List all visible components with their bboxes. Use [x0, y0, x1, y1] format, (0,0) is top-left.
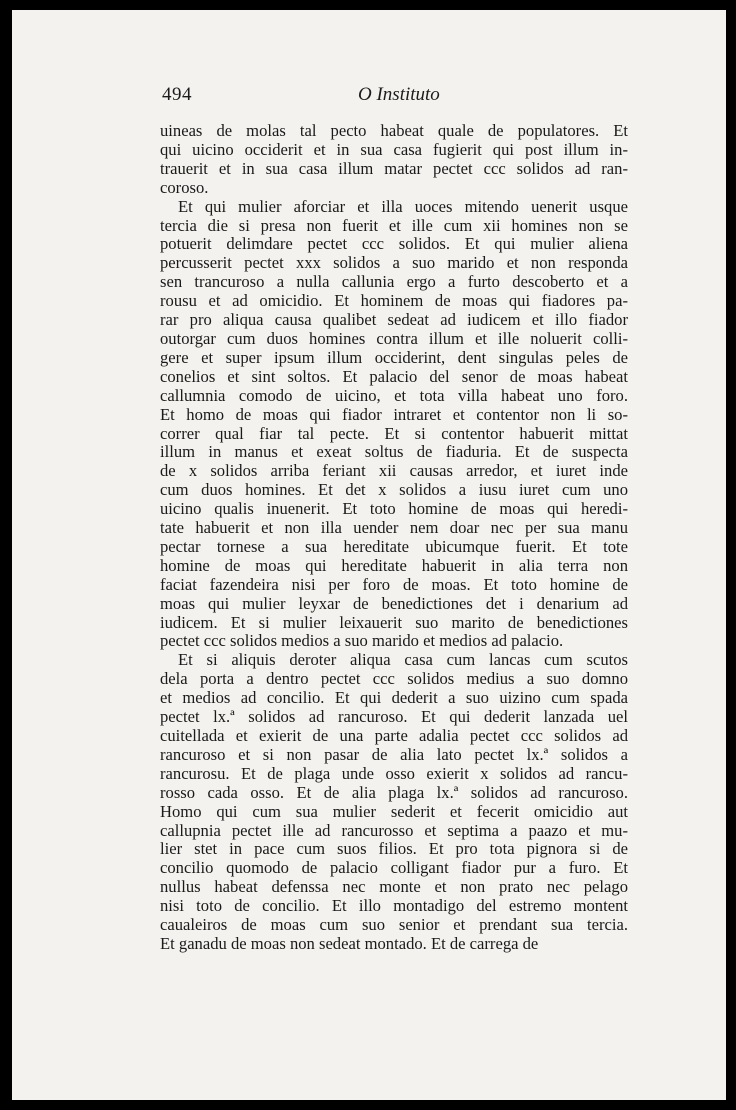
text-line: Et si aliquis deroter aliqua casa cum lancas cum scutos: [178, 650, 628, 670]
text-line: cum duos homines. Et det x solidos a iusu iuret cum uno: [160, 480, 628, 500]
text-line: callumnia comodo de uicino, et tota villa habeat uno foro.: [160, 385, 628, 405]
paragraph: [160, 198, 628, 652]
text-line: outorgar cum duos homines contra illum et ille noluerit colli-: [160, 328, 628, 348]
text-line: uicino qualis inuenerit. Et toto homine de moas qui heredi-: [160, 499, 628, 519]
text-line: qui uicino occiderit et in sua casa fugierit qui post illum in-: [160, 139, 628, 159]
text-line: pectar tornese a sua hereditate ubicumque fuerit. Et tote: [160, 536, 628, 556]
text-line: percusserit pectet xxx solidos a suo marido et non responda: [160, 253, 628, 273]
text-line: de x solidos arriba feriant xii causas arredor, et iuret inde: [160, 461, 628, 481]
text-line: et medios ad concilio. Et qui dederit a suo uizino cum spada: [160, 688, 628, 708]
text-line: tate habuerit et non illa uender nem doar nec per sua manu: [160, 518, 628, 538]
text-line: uineas de molas tal pecto habeat quale de populatores. Et: [160, 121, 628, 140]
paragraph: [160, 651, 628, 954]
text-line: homine de moas qui hereditate habuerit in alia terra non: [160, 555, 628, 575]
text-line: pectet ccc solidos medios a suo marido et medios ad palacio.: [160, 631, 564, 651]
text-line: rousu et ad omicidio. Et hominem de moas qui fiadores pa-: [160, 291, 628, 311]
text-line: Et qui mulier aforciar et illa uoces mitendo uenerit usque: [178, 196, 628, 216]
text-line: rancurosu. Et de plaga unde osso exierit x solidos ad rancu-: [160, 763, 628, 783]
paragraph: [160, 122, 628, 198]
page-number: 494: [162, 84, 192, 105]
text-line: illum in manus et exeat soltus de fiaduria. Et de suspecta: [160, 442, 628, 462]
text-line: moas qui mulier leyxar de benedictiones det i denarium ad: [160, 593, 628, 613]
text-line: rosso cada osso. Et de alia plaga lx.ª solidos ad rancuroso.: [160, 782, 628, 802]
running-title: O Instituto: [358, 84, 440, 105]
text-line: conelios et sint soltos. Et palacio del senor de moas habeat: [160, 366, 628, 386]
text-line: iudicem. Et si mulier leixauerit suo marito de benedictiones: [160, 612, 628, 632]
text-line: rancuroso et si non pasar de alia lato pectet lx.ª solidos a: [160, 744, 628, 764]
text-line: correr qual fiar tal pecte. Et si contentor habuerit mittat: [160, 423, 628, 443]
body-text: [160, 122, 628, 954]
text-line: pectet lx.ª solidos ad rancuroso. Et qui dederit lanzada uel: [160, 707, 628, 727]
text-line: tercia die si presa non fuerit et ille cum xii homines non se: [160, 215, 628, 235]
text-line: caualeiros de moas cum suo senior et prendant sua tercia.: [160, 915, 628, 935]
text-line: sen trancuroso a nulla callunia ergo a furto descoberto et a: [160, 272, 628, 292]
text-line: nisi toto de concilio. Et illo montadigo del estremo montent: [160, 896, 628, 916]
text-line: Et ganadu de moas non sedeat montado. Et de carrega de: [160, 933, 539, 953]
text-line: rar pro aliqua causa qualibet sedeat ad iudicem et illo fiador: [160, 310, 628, 330]
text-line: Et homo de moas qui fiador intraret et contentor non li so-: [160, 404, 628, 424]
text-line: lier stet in pace cum suos filios. Et pro tota pignora si de: [160, 839, 628, 859]
text-line: potuerit delimdare pectet ccc solidos. Et qui mulier aliena: [160, 234, 628, 254]
text-line: callupnia pectet ille ad rancurosso et septima a paazo et mu-: [160, 820, 628, 840]
text-line: gere et super ipsum illum occiderint, dent singulas peles de: [160, 347, 628, 367]
text-line: concilio quomodo de palacio colligant fiador pur a furo. Et: [160, 858, 628, 878]
text-line: coroso.: [160, 177, 209, 197]
text-line: trauerit et in sua casa illum matar pectet ccc solidos ad ran-: [160, 158, 628, 178]
text-line: Homo qui cum sua mulier sederit et fecerit omicidio aut: [160, 801, 628, 821]
text-line: faciat fazendeira nisi per foro de moas. Et toto homine de: [160, 574, 628, 594]
text-line: nullus habeat defenssa nec monte et non prato nec pelago: [160, 877, 628, 897]
page-header: [160, 76, 628, 106]
text-line: dela porta a dentro pectet ccc solidos medius a suo domno: [160, 669, 628, 689]
text-line: cuitellada et exierit de una parte adalia pectet ccc solidos ad: [160, 726, 628, 745]
